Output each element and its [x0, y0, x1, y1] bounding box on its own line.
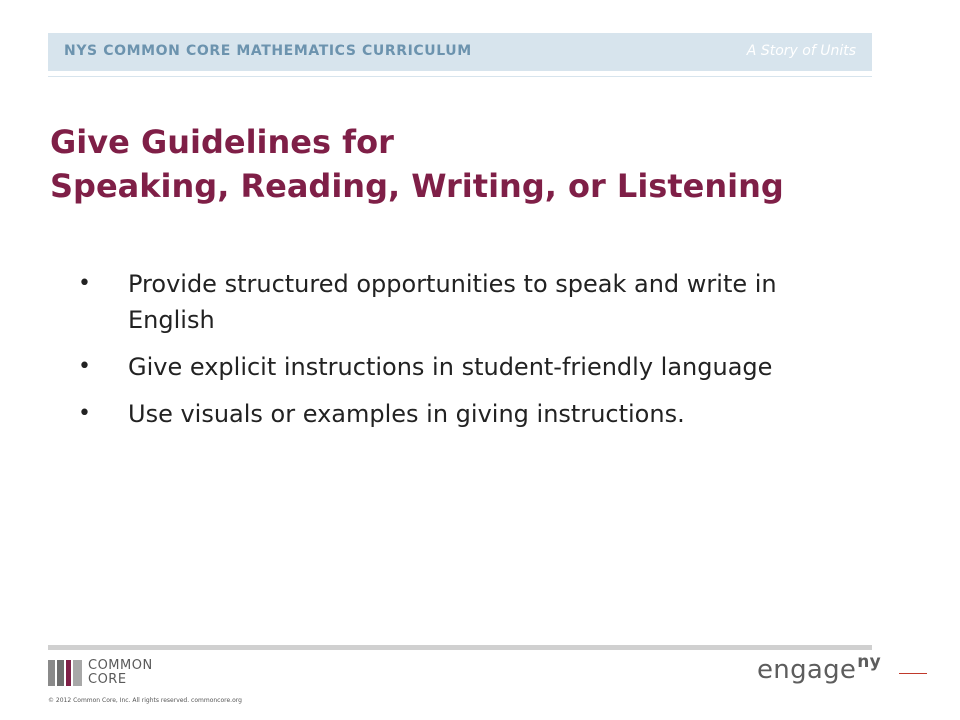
slide-title-line-2: Speaking, Reading, Writing, or Listening [50, 167, 784, 205]
bullet-text: Use visuals or examples in giving instructions. [128, 400, 685, 428]
copyright-text: © 2012 Common Core, Inc. All rights reserved. commoncore.org [48, 697, 242, 704]
logo-line-1: COMMON [88, 658, 153, 673]
bullet-text: Provide structured opportunities to speak and write in English [128, 270, 777, 334]
engage-wordmark: engage [757, 655, 857, 685]
header-divider [48, 76, 872, 77]
accent-line [899, 673, 927, 674]
common-core-logo-text [88, 659, 153, 687]
bullet-icon: • [78, 401, 91, 426]
engageny-logo [757, 652, 882, 685]
bullet-icon: • [78, 354, 91, 379]
engage-superscript: ny [857, 652, 882, 672]
bullet-item [78, 266, 858, 338]
common-core-logo-icon [48, 660, 82, 686]
series-label: A Story of Units [746, 43, 856, 59]
logo-line-2: CORE [88, 672, 127, 687]
bullet-icon: • [78, 271, 91, 296]
bullet-list [78, 266, 858, 443]
curriculum-label: NYS COMMON CORE MATHEMATICS CURRICULUM [64, 43, 472, 59]
bullet-item [78, 396, 858, 432]
slide-title [50, 120, 890, 208]
bullet-item [78, 349, 858, 385]
footer-divider [48, 645, 872, 650]
header-bar [48, 33, 872, 71]
slide-title-line-1: Give Guidelines for [50, 123, 394, 161]
bullet-text: Give explicit instructions in student-friendly language [128, 353, 773, 381]
